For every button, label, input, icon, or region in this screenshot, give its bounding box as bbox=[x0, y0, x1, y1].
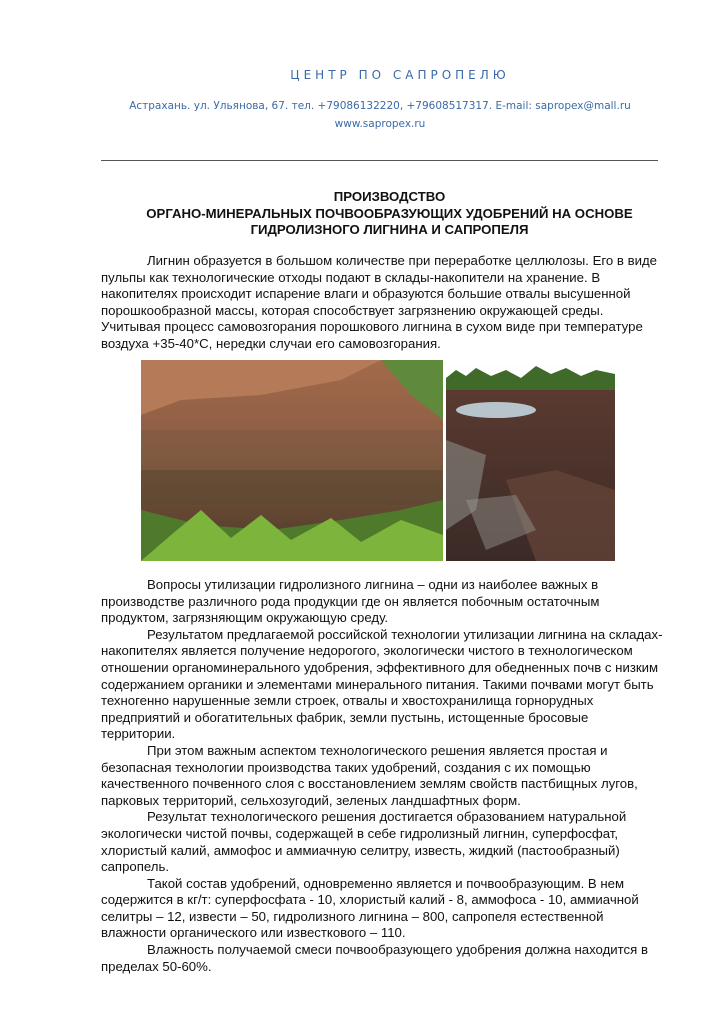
header-divider bbox=[101, 160, 658, 161]
lignin-dump-photo bbox=[141, 360, 443, 561]
contact-address: Астрахань. ул. Ульянова, 67. тел. +79086132220, +79608517317. E-mail: sapropex@mall.ru bbox=[129, 100, 631, 112]
title-line-3: ГИДРОЛИЗНОГО ЛИГНИНА И САПРОПЕЛЯ bbox=[250, 222, 529, 237]
paragraph: Результат технологического решения достигается образованием натуральной экологически чистой почвы, содержащей в себе гидролизный лигнин, суперфосфат, хлористый калий, аммофос и аммиачную селитру, известь, жидкий (пастообразный) сапропель. bbox=[101, 809, 627, 875]
paragraph: Такой состав удобрений, одновременно является и почвообразующим. В нем содержится в кг/т: суперфосфата - 10, хлористый калий - 8, аммофоса - 10, аммиачной селитры – 12, извести – 50, гидролизного лигнина – 800, сапропеля естественной влажности органического или известкового – 110. bbox=[101, 875, 639, 941]
organization-name: ЦЕНТР ПО САПРОПЕЛЮ bbox=[290, 68, 510, 82]
paragraph: При этом важным аспектом технологического решения является простая и безопасная технологии производства таких удобрений, создания с их помощью качественного почвенного слоя с восстановлением землям свойств пастбищных лугов, парковых территорий, сельхозугодий, зеленых ландшафтных форм. bbox=[101, 742, 638, 808]
paragraph: Результатом предлагаемой российской технологии утилизации лигнина на складах-накопителях является получение недорогого, экологически чистого в технологическом отношении органоминерального удобрения, эффективного для обедненных почв с низким содержанием органики и элементами минерального питания. Такими почвами могут быть техногенно нарушенные земли строек, отвалы и хвостохранилища горнорудных предприятий и обогатительных фабрик, земли пустынь, истощенные бросовые территории. bbox=[101, 626, 663, 742]
contact-website: www.sapropex.ru bbox=[334, 118, 426, 130]
title-line-1: ПРОИЗВОДСТВО bbox=[333, 189, 446, 204]
contact-block bbox=[0, 97, 724, 133]
document-title bbox=[101, 189, 678, 239]
body-text bbox=[101, 577, 666, 975]
sludge-field-photo bbox=[446, 360, 615, 561]
title-line-2: ОРГАНО-МИНЕРАЛЬНЫХ ПОЧВООБРАЗУЮЩИХ УДОБРЕНИЙ НА ОСНОВЕ bbox=[146, 205, 633, 221]
intro-paragraph bbox=[101, 253, 666, 353]
paragraph: Вопросы утилизации гидролизного лигнина – одни из наиболее важных в производстве различного рода продукции где он является побочным остаточным продуктом, загрязняющим окружающую среду. bbox=[101, 577, 600, 626]
paragraph: Влажность получаемой смеси почвообразующего удобрения должна находится в пределах 50-60%. bbox=[101, 942, 648, 974]
intro-text: Лигнин образуется в большом количестве при переработке целлюлозы. Его в виде пульпы как технологические отходы подают в склады-накопители на хранение. В накопителях происходит испарение влаги и образуются большие отвалы высушенной порошкообразной массы, которая способствует загрязнению окружающей среды. Учитывая процесс самовозгорания порошкового лигнина в сухом виде при температуре воздуха +35-40*С, нередки случаи его самовозгорания. bbox=[101, 253, 657, 351]
